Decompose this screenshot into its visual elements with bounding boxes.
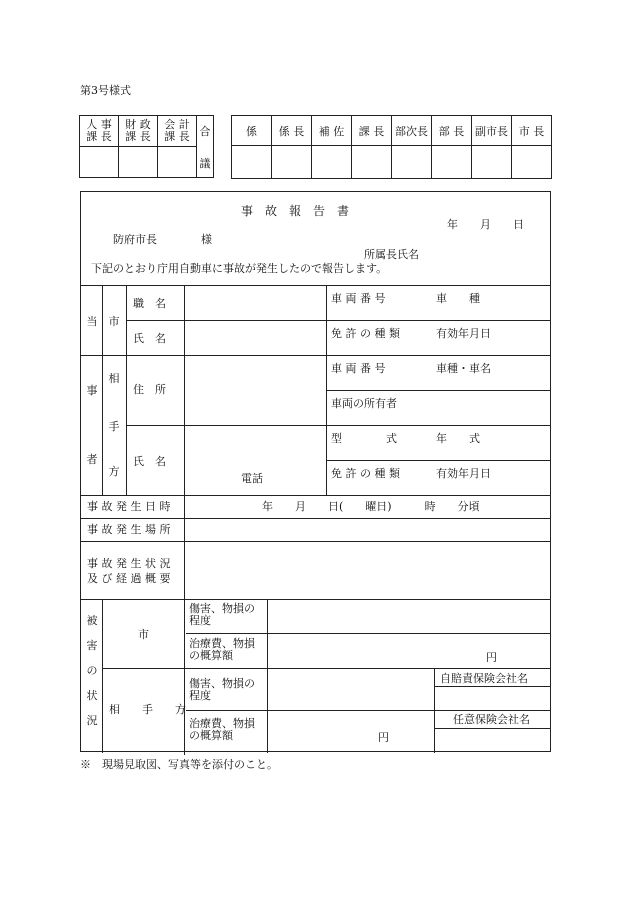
injury-label-other: 傷害、物損の 程度 [189, 677, 255, 703]
stamp-box-assistant [312, 146, 352, 179]
model-label: 型 式 [331, 432, 397, 445]
approval-head-deputy-mayor: 副市長 [472, 116, 512, 146]
report-title: 事 故 報 告 書 [241, 204, 350, 218]
stamp-box-accounting [158, 147, 197, 178]
other-char-3: 方 [108, 465, 120, 478]
city-label: 市 [108, 315, 120, 328]
approval-head-assistant: 補 佐 [312, 116, 352, 146]
expiry-label: 有効年月日 [436, 327, 491, 340]
stamp-box-section-chief [352, 146, 392, 179]
approval-head-accounting: 会 計 課 長 [158, 116, 197, 147]
approval-head-hr: 人 事 課 長 [80, 116, 119, 147]
approval-table-right [231, 115, 552, 179]
name-other-label: 氏 名 [133, 455, 166, 468]
cost-label-other: 治療費、物損 の概算額 [189, 717, 255, 743]
form-number: 第3号様式 [80, 84, 131, 97]
injury-label-city: 傷害、物損の 程度 [189, 602, 255, 628]
footnote: ※ 現場見取図、写真等を添付のこと。 [80, 758, 278, 771]
consult-label: 合 議 [197, 116, 214, 178]
stamp-box-deputy-director [392, 146, 432, 179]
stamp-box-mayor [512, 146, 552, 179]
stamp-box-finance [119, 147, 158, 178]
submitter-label: 所属長氏名 [364, 248, 419, 261]
approval-head-section-chief: 課 長 [352, 116, 392, 146]
yen-other: 円 [378, 731, 389, 744]
compulsory-insurance-label: 自賠責保険会社名 [440, 672, 528, 685]
party-char-1: 当 [86, 315, 98, 328]
datetime-label: 事 故 発 生 日 時 [87, 500, 171, 513]
vehicle-model-label: 車種・車名 [436, 362, 491, 375]
damage-char-2: 害 [86, 639, 98, 652]
approval-head-director: 部 長 [432, 116, 472, 146]
place-label: 事 故 発 生 場 所 [87, 523, 171, 536]
approval-head-deputy-director: 部次長 [392, 116, 432, 146]
approval-head-mayor: 市 長 [512, 116, 552, 146]
datetime-value: 年 月 日( 曜日) 時 分頃 [262, 500, 480, 513]
intro-text: 下記のとおり庁用自動車に事故が発生したので報告します。 [91, 262, 388, 275]
other-char-2: 手 [108, 420, 120, 433]
license-type-label-2: 免 許 の 種 類 [331, 467, 400, 480]
stamp-box-deputy-mayor [472, 146, 512, 179]
accident-report-form [80, 191, 551, 752]
name-city-label: 氏 名 [133, 332, 166, 345]
stamp-box-hr [80, 147, 119, 178]
vehicle-type-label: 車 種 [436, 292, 480, 305]
yen-city: 円 [486, 651, 497, 664]
addressee: 防府市長 様 [113, 233, 212, 246]
damage-char-5: 況 [86, 714, 98, 727]
cost-label-city: 治療費、物損 の概算額 [189, 637, 255, 663]
model-year-label: 年 式 [436, 432, 480, 445]
party-char-3: 者 [86, 453, 98, 466]
damage-char-1: 被 [86, 614, 98, 627]
phone-label: 電話 [241, 472, 263, 485]
damage-city-label: 市 [138, 628, 149, 641]
stamp-box-staff [232, 146, 272, 179]
voluntary-insurance-label: 任意保険会社名 [453, 713, 530, 726]
party-char-2: 事 [86, 384, 98, 397]
owner-label: 車両の所有者 [331, 397, 397, 410]
status-label-line1: 事 故 発 生 状 況 [87, 557, 171, 570]
vehicle-number-label: 車 両 番 号 [331, 292, 386, 305]
status-label-line2: 及 び 経 過 概 要 [87, 572, 171, 585]
approval-table-left [79, 115, 214, 178]
damage-char-3: の [86, 664, 98, 677]
approval-head-finance: 財 政 課 長 [119, 116, 158, 147]
license-type-label: 免 許 の 種 類 [331, 327, 400, 340]
stamp-box-director [432, 146, 472, 179]
damage-other-label: 相 手 方 [109, 703, 186, 716]
other-char-1: 相 [108, 372, 120, 385]
stamp-box-chief [272, 146, 312, 179]
approval-head-staff: 係 [232, 116, 272, 146]
address-label: 住 所 [133, 383, 166, 396]
position-label: 職 名 [133, 297, 166, 310]
report-date: 年 月 日 [447, 218, 524, 231]
vehicle-number-label-2: 車 両 番 号 [331, 362, 386, 375]
expiry-label-2: 有効年月日 [436, 467, 491, 480]
approval-head-chief: 係 長 [272, 116, 312, 146]
damage-char-4: 状 [86, 689, 98, 702]
